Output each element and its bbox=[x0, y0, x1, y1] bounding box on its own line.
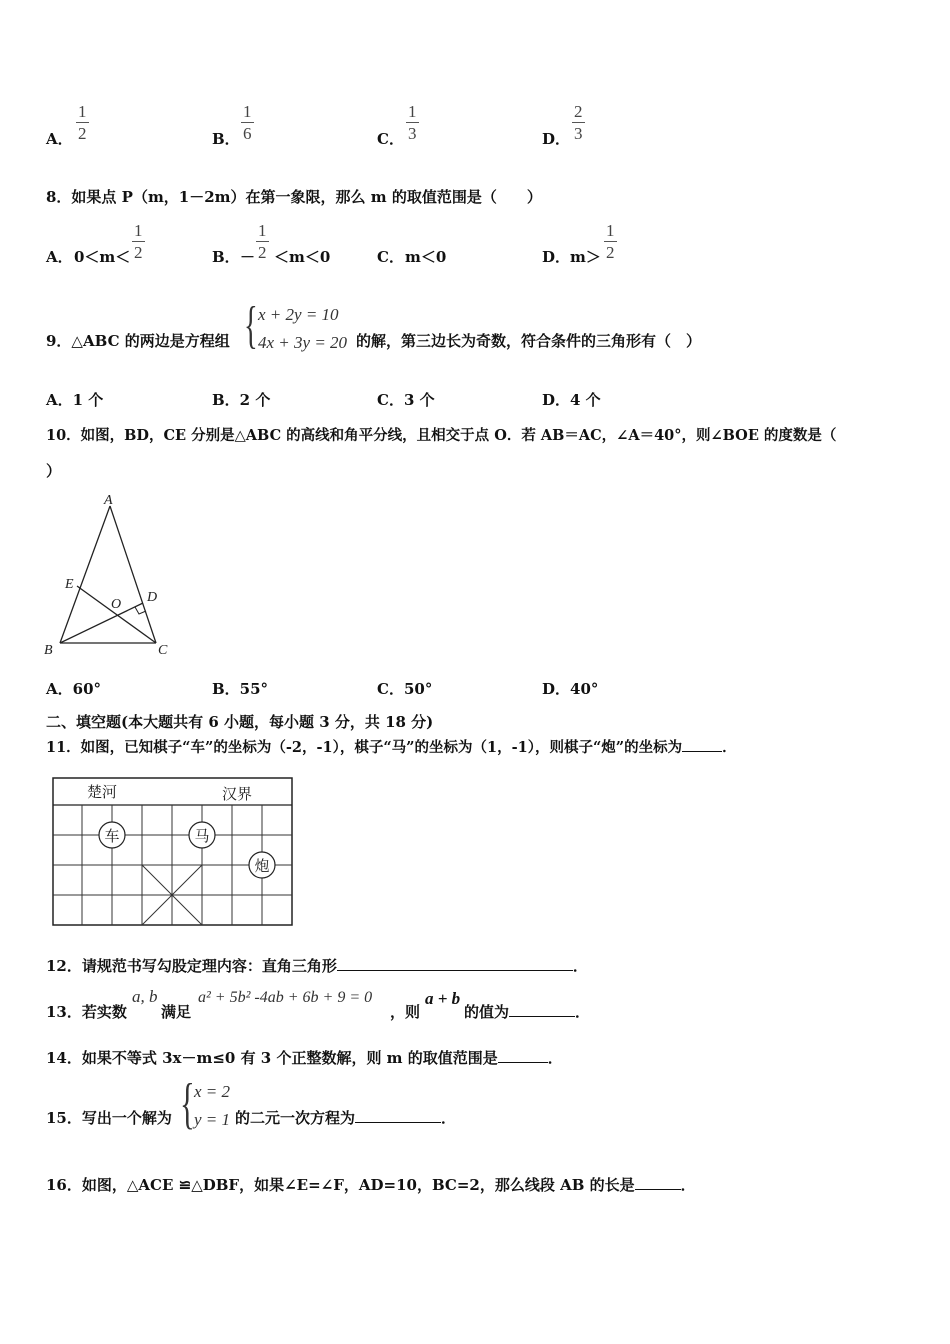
q13-post bbox=[464, 1001, 590, 1022]
q7-option-a-label: A． bbox=[46, 130, 73, 148]
q9-system-brace: { bbox=[244, 297, 258, 354]
q7-option-d-label: D． bbox=[542, 130, 571, 148]
q13-then: ，则 bbox=[390, 1003, 421, 1021]
q15-post-text: 的二元一次方程为 bbox=[235, 1109, 356, 1127]
q11-stem-text: 11．如图，已知棋子“车”的坐标为（-2，-1），棋子“马”的坐标为（1，-1），则棋子“炮”的坐标为 bbox=[46, 739, 683, 756]
section-2-title: 二、填空题(本大题共有 6 小题，每小题 3 分，共 18 分) bbox=[46, 713, 434, 731]
q9-option-d: D．4 个 bbox=[542, 391, 601, 409]
q8-option-b-prefix: － bbox=[240, 248, 256, 266]
q12-stem-text: 12．请规范书写勾股定理内容：直角三角形 bbox=[46, 957, 337, 975]
fraction-denominator: 2 bbox=[78, 124, 87, 143]
fraction-numerator: 1 bbox=[408, 102, 417, 121]
fraction-numerator: 1 bbox=[606, 221, 615, 240]
q15-end: ． bbox=[441, 1109, 457, 1127]
q8-option-b-label: B． bbox=[212, 248, 240, 266]
q13-expression: a + b bbox=[425, 989, 461, 1008]
fraction-denominator: 3 bbox=[574, 124, 583, 143]
piece-che: 车 bbox=[104, 827, 120, 845]
q8-option-d-label: D． bbox=[542, 248, 571, 266]
q9-stem-prefix: 9．△ABC 的两边是方程组 bbox=[46, 332, 230, 350]
point-label-d: D bbox=[147, 590, 158, 605]
q8-option-d-text: m＞ bbox=[570, 248, 601, 266]
q8-option-c-text: m＜0 bbox=[405, 248, 447, 266]
q7-option-a-fraction bbox=[76, 103, 89, 142]
fraction-numerator: 1 bbox=[258, 221, 267, 240]
point-label-e: E bbox=[65, 577, 74, 592]
q8-option-b-suffix: ＜m＜0 bbox=[274, 248, 331, 266]
river-label-right: 汉界 bbox=[222, 785, 253, 803]
piece-pao: 炮 bbox=[254, 857, 270, 875]
q7-option-b-label: B． bbox=[212, 130, 240, 148]
fraction-denominator: 3 bbox=[408, 124, 417, 143]
fraction-denominator: 2 bbox=[134, 243, 143, 262]
q9-equation-1: x + 2y = 10 bbox=[258, 305, 339, 324]
q15-equation-2: y = 1 bbox=[194, 1110, 231, 1129]
q9-option-b: B．2 个 bbox=[212, 391, 271, 409]
q14-stem-text: 14．如果不等式 3x－m≤0 有 3 个正整数解，则 m 的取值范围是 bbox=[46, 1049, 498, 1067]
q13-answer-blank bbox=[509, 1002, 575, 1017]
vertex-label-a: A bbox=[104, 493, 113, 508]
q10-option-c: C．50° bbox=[377, 680, 433, 698]
q11-stem bbox=[46, 736, 737, 757]
q9-option-a: A．1 个 bbox=[46, 391, 104, 409]
vertex-label-b: B bbox=[44, 643, 53, 658]
q12-answer-blank bbox=[337, 956, 573, 971]
fraction-numerator: 1 bbox=[78, 102, 87, 121]
point-label-o: O bbox=[111, 597, 122, 612]
q16-stem bbox=[46, 1174, 696, 1195]
q8-option-a-fraction bbox=[132, 222, 145, 261]
q7-option-c-fraction bbox=[406, 103, 419, 142]
piece-ma: 马 bbox=[194, 827, 210, 845]
q16-stem-text: 16．如图，△ACE ≌△DBF，如果∠E=∠F，AD=10，BC=2，那么线段 AB 的长是 bbox=[46, 1176, 635, 1194]
q13-prefix: 13．若实数 bbox=[46, 1003, 127, 1021]
q8-option-d-fraction bbox=[604, 222, 617, 261]
q10-option-a: A．60° bbox=[46, 680, 102, 698]
q10-stem-line2: ） bbox=[46, 462, 62, 480]
q14-answer-blank bbox=[498, 1048, 548, 1063]
q15-answer-blank bbox=[355, 1108, 441, 1123]
q15-prefix: 15．写出一个解为 bbox=[46, 1109, 172, 1127]
q13-end: ． bbox=[575, 1003, 591, 1021]
q14-stem bbox=[46, 1047, 563, 1068]
q8-option-c-label: C． bbox=[377, 248, 404, 266]
q11-answer-blank bbox=[682, 737, 722, 752]
q8-option-b-fraction bbox=[256, 222, 269, 261]
q8-option-a-label: A． bbox=[46, 248, 73, 266]
q10-stem-line1: 10．如图，BD，CE 分别是△ABC 的高线和角平分线，且相交于点 O．若 AB＝AC，∠A＝40°，则∠BOE 的度数是（ bbox=[46, 427, 837, 444]
q11-stem-end: ． bbox=[722, 739, 737, 756]
fraction-denominator: 2 bbox=[606, 243, 615, 262]
river-label-left: 楚河 bbox=[87, 783, 118, 801]
q7-option-c-label: C． bbox=[377, 130, 404, 148]
q9-option-c: C．3 个 bbox=[377, 391, 435, 409]
q8-stem: 8．如果点 P（m，1－2m）在第一象限，那么 m 的取值范围是（ ） bbox=[46, 188, 542, 206]
fraction-numerator: 1 bbox=[243, 102, 252, 121]
q12-stem-end: ． bbox=[572, 957, 588, 975]
q7-option-d-fraction bbox=[572, 103, 585, 142]
q9-equation-2: 4x + 3y = 20 bbox=[258, 333, 348, 352]
side-ac bbox=[110, 506, 156, 643]
fraction-numerator: 1 bbox=[134, 221, 143, 240]
q14-stem-end: ． bbox=[547, 1049, 563, 1067]
q16-stem-end: ． bbox=[680, 1176, 696, 1194]
q13-variables: a, b bbox=[132, 987, 158, 1006]
q10-option-b: B．55° bbox=[212, 680, 269, 698]
q10-option-d: D．40° bbox=[542, 680, 599, 698]
q15-equation-1: x = 2 bbox=[194, 1082, 231, 1101]
vertex-label-c: C bbox=[158, 643, 168, 658]
bisector-ce bbox=[77, 586, 156, 643]
q9-stem-suffix: 的解，第三边长为奇数，符合条件的三角形有（ ） bbox=[356, 332, 702, 350]
q10-triangle-figure bbox=[40, 490, 180, 665]
q8-option-a-text: 0＜m＜ bbox=[74, 248, 131, 266]
q15-post bbox=[235, 1107, 456, 1128]
q11-chessboard-figure bbox=[50, 775, 296, 930]
q13-post-text: 的值为 bbox=[464, 1003, 510, 1021]
q16-answer-blank bbox=[635, 1175, 681, 1190]
q13-mid: 满足 bbox=[161, 1003, 192, 1021]
fraction-denominator: 6 bbox=[243, 124, 252, 143]
fraction-numerator: 2 bbox=[574, 102, 583, 121]
q15-system-brace: { bbox=[180, 1073, 195, 1135]
q12-stem bbox=[46, 955, 588, 976]
fraction-denominator: 2 bbox=[258, 243, 267, 262]
q7-option-b-fraction bbox=[241, 103, 254, 142]
q13-equation: a² + 5b² -4ab + 6b + 9 = 0 bbox=[198, 989, 373, 1006]
